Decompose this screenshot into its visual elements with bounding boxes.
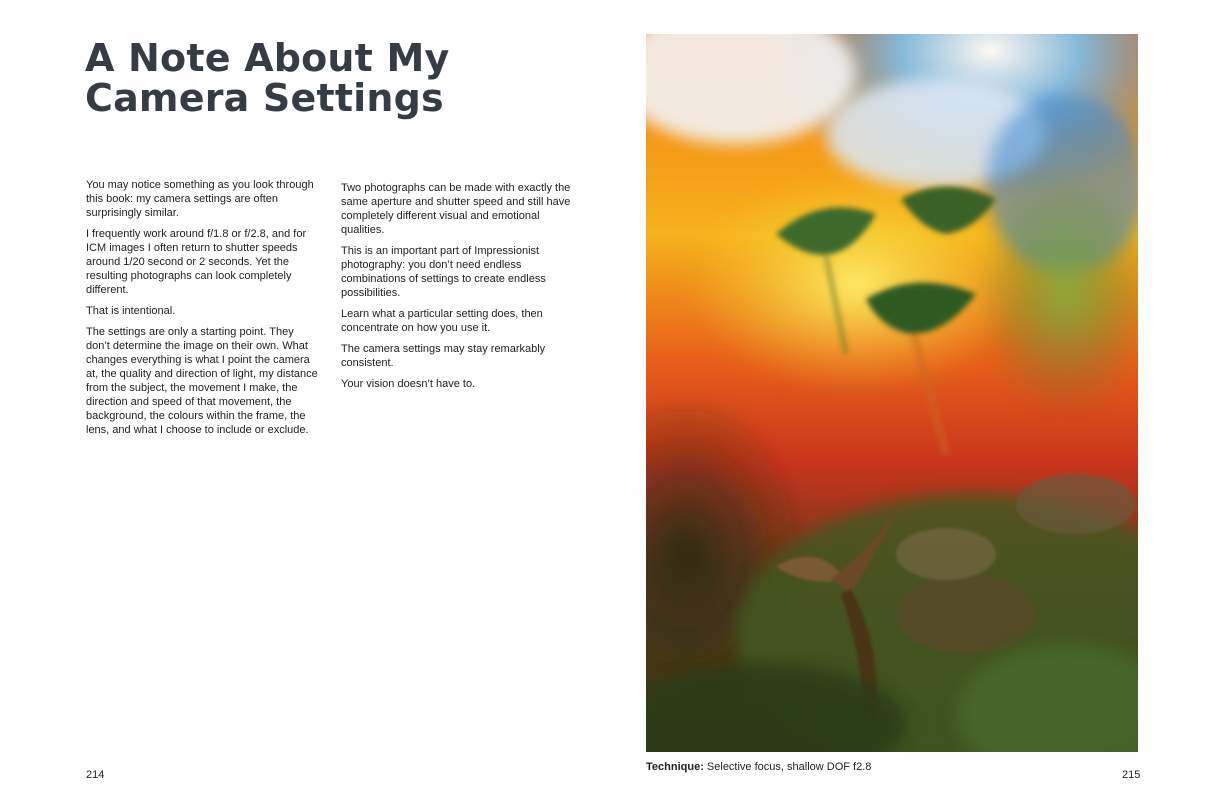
page-title-line-1: A Note About My	[85, 36, 450, 80]
page-number-left: 214	[86, 769, 105, 781]
paragraph: The settings are only a starting point. They don’t determine the image on their own. What changes everything is what I point the camera at, the quality and direction of light, my distance from the subject, the movement I make, the direction and speed of that movement, the background, the colours within the frame, the lens, and what I choose to include or exclude.	[86, 326, 318, 436]
page-number-right: 215	[1122, 769, 1141, 781]
paragraph: This is an important part of Impressionist photography: you don’t need endless combinations of settings to create endless possibilities.	[341, 245, 546, 299]
page-title-line-2: Camera Settings	[85, 76, 444, 120]
paragraph: That is intentional.	[86, 305, 176, 317]
paragraph: Two photographs can be made with exactly the same aperture and shutter speed and still have completely different visual and emotional qualities.	[341, 182, 571, 236]
caption-label: Technique:	[646, 761, 704, 773]
paragraph: Learn what a particular setting does, then concentrate on how you use it.	[341, 308, 543, 334]
paragraph: The camera settings may stay remarkably consistent.	[341, 343, 546, 369]
right-text-column	[341, 181, 583, 398]
paragraph: You may notice something as you look through this book: my camera settings are often surprisingly similar.	[86, 179, 314, 219]
paragraph: Your vision doesn’t have to.	[341, 378, 476, 390]
left-text-column	[86, 178, 320, 444]
mushroom-photograph	[646, 34, 1138, 752]
paragraph: I frequently work around f/1.8 or f/2.8, and for ICM images I often return to shutter speeds around 1/20 second or 2 seconds. Yet the resulting photographs can look completely different.	[86, 228, 307, 296]
page-title	[85, 38, 605, 118]
photo-caption	[646, 760, 871, 774]
caption-text: Selective focus, shallow DOF f2.8	[703, 761, 872, 773]
